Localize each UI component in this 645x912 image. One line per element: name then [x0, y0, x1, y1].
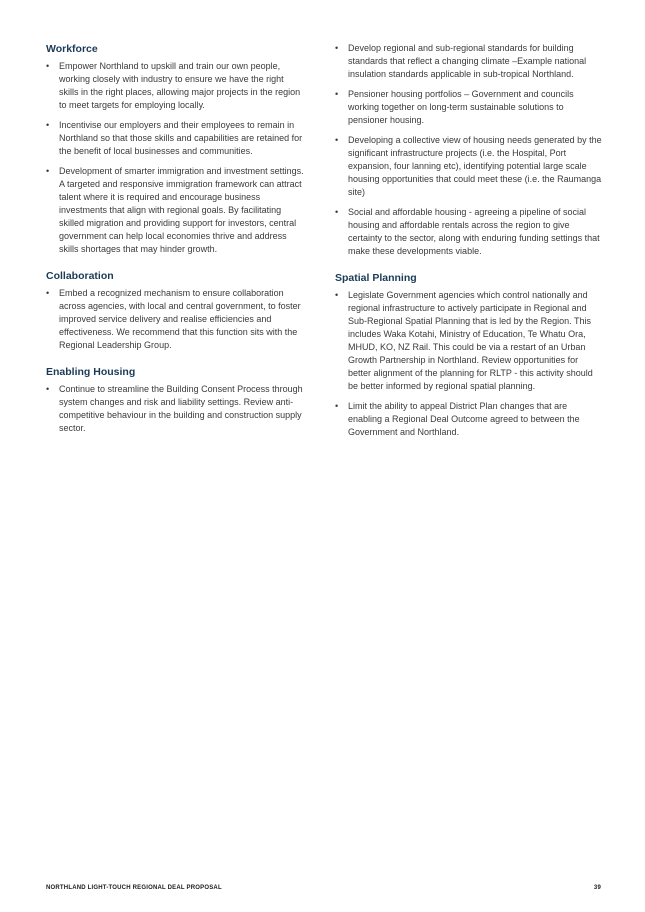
section-heading: Workforce — [46, 43, 98, 55]
bullet-list — [335, 289, 603, 439]
list-item: • Developing a collective view of housing needs generated by the significant infrastructure projects (i.e. the Hospital, Port expansion, four lanning etc), identifying potential large scale housing opportunities that could meet these (i.e. the Raumanga site) — [335, 134, 603, 199]
list-item: • Embed a recognized mechanism to ensure collaboration across agencies, with local and central government, to foster improved service delivery and realise efficiencies and effectiveness. We recommend that this function sits with the Regional Leadership Group. — [46, 287, 304, 352]
footer-title: NORTHLAND LIGHT-TOUCH REGIONAL DEAL PROPOSAL — [46, 885, 222, 891]
left-column — [46, 42, 304, 448]
list-item: • Empower Northland to upskill and train our own people, working closely with industry to ensure we have the right skills in the right places, allowing major projects in the region to meet targets for employing locally. — [46, 60, 304, 112]
list-item: • Develop regional and sub-regional standards for building standards that reflect a changing climate –Example national insulation standards applicable in sub-tropical Northland. — [335, 42, 603, 81]
page-number: 39 — [593, 885, 601, 891]
list-item: • Pensioner housing portfolios – Government and councils working together on long-term sustainable solutions to pensioner housing. — [335, 88, 603, 127]
right-column — [335, 42, 603, 452]
section-workforce — [46, 42, 304, 256]
section-spatial-planning — [335, 271, 603, 439]
section-collaboration — [46, 269, 304, 352]
section-housing-continued — [335, 42, 603, 258]
list-item: • Development of smarter immigration and investment settings. A targeted and responsive immigration framework can attract talent where it is required and encourage business investments that align with regional goals. By facilitating skilled migration and providing support for investors, central government can help local economies thrive and address skills shortages that may hinder growth. — [46, 165, 304, 256]
list-item: • Legislate Government agencies which control nationally and regional infrastructure to actively participate in Regional and Sub-Regional Spatial Planning that is led by the Region. This includes Waka Kotahi, Ministry of Education, Te Whatu Ora, MHUD, KO, NZ Rail. This could be via a restart of an Urban Growth Partnership in Northland. Review opportunities for better alignment of the planning for RLTP - this activity should be better informed by regional spatial planning. — [335, 289, 603, 393]
bullet-list — [46, 60, 304, 256]
section-heading: Enabling Housing — [46, 366, 136, 378]
section-heading: Spatial Planning — [335, 272, 417, 284]
section-enabling-housing — [46, 365, 304, 435]
list-item: • Social and affordable housing - agreeing a pipeline of social housing and affordable rentals across the region to give certainty to the sector, along with enduring funding settings that make these developments viable. — [335, 206, 603, 258]
list-item: • Incentivise our employers and their employees to remain in Northland so that those skills and capabilities are retained for the benefit of local businesses and communities. — [46, 119, 304, 158]
bullet-list — [46, 287, 304, 352]
bullet-list — [46, 383, 304, 435]
bullet-list — [335, 42, 603, 258]
list-item: • Continue to streamline the Building Consent Process through system changes and risk and liability settings. Review anti-competitive behaviour in the building and construction supply sector. — [46, 383, 304, 435]
section-heading: Collaboration — [46, 270, 114, 282]
list-item: • Limit the ability to appeal District Plan changes that are enabling a Regional Deal Outcome agreed to between the Government and Northland. — [335, 400, 603, 439]
